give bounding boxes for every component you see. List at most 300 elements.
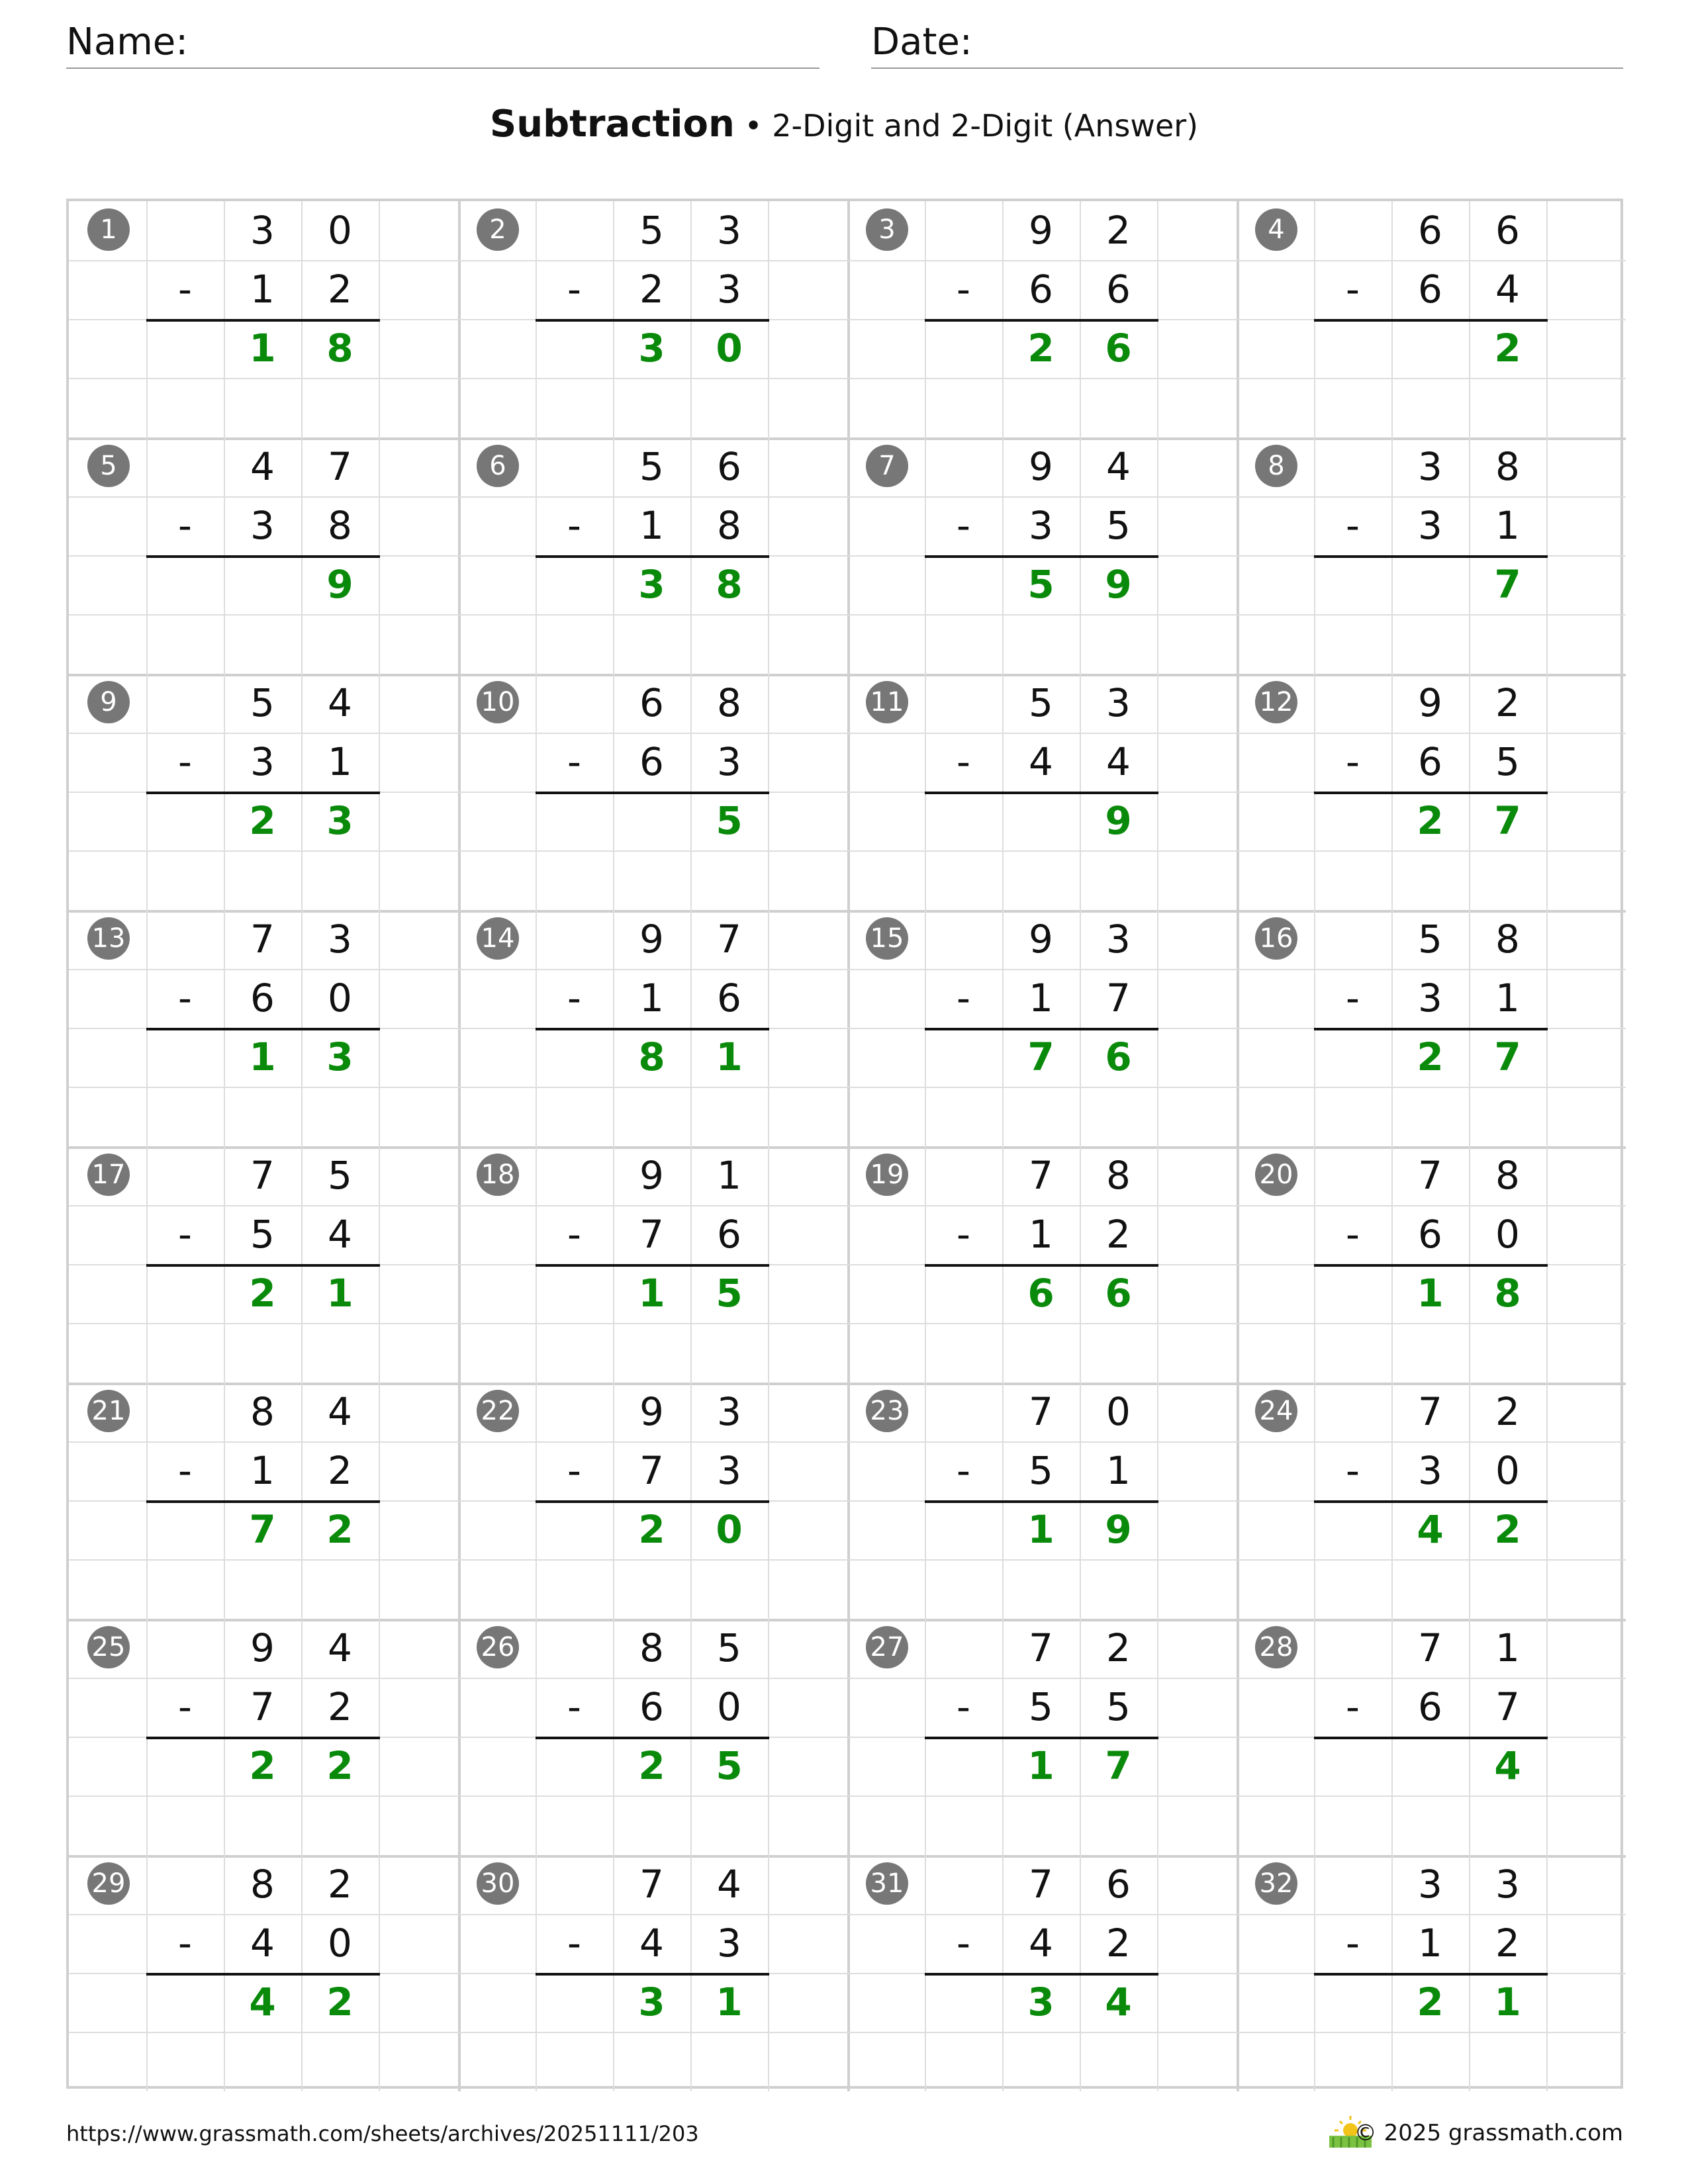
subtrahend-tens-digit: 5 (1029, 1684, 1053, 1729)
minuend-ones-digit: 0 (328, 208, 352, 253)
subtrahend-tens-digit: 1 (639, 503, 664, 548)
subtrahend-tens-digit: 6 (1418, 267, 1442, 312)
minuend-ones-digit: 2 (328, 1862, 352, 1907)
answer-ones-digit: 7 (1105, 1743, 1132, 1788)
problem-12 (1237, 674, 1626, 910)
minuend-ones-digit: 3 (717, 208, 741, 253)
minuend-ones-digit: 4 (328, 1625, 352, 1670)
grid-line (69, 850, 458, 852)
answer-ones-digit: 1 (1494, 1979, 1521, 2025)
minuend-ones-digit: 3 (1106, 680, 1131, 725)
minus-sign: - (957, 503, 970, 548)
minus-sign: - (1346, 739, 1360, 784)
answer-ones-digit: 4 (1105, 1979, 1132, 2025)
answer-tens-digit: 2 (1417, 1979, 1444, 2025)
problem-grid (66, 199, 1623, 2089)
subtrahend-ones-digit: 6 (717, 1212, 741, 1257)
subtrahend-tens-digit: 7 (639, 1212, 664, 1257)
subtrahend-tens-digit: 3 (1418, 503, 1442, 548)
problem-number-badge: 14 (477, 917, 519, 960)
minuend-tens-digit: 7 (250, 917, 275, 962)
answer-ones-digit: 9 (326, 562, 353, 607)
minus-sign: - (957, 739, 970, 784)
subtrahend-ones-digit: 5 (1495, 739, 1520, 784)
answer-tens-digit: 1 (1027, 1743, 1055, 1788)
minuend-tens-digit: 5 (1029, 680, 1053, 725)
subtrahend-tens-digit: 7 (639, 1448, 664, 1493)
problem-number-badge: 18 (477, 1154, 519, 1196)
answer-ones-digit: 7 (1494, 798, 1521, 843)
problem-18 (458, 1146, 847, 1383)
title-main: Subtraction (489, 103, 735, 146)
problem-16 (1237, 910, 1626, 1146)
problem-number-badge: 4 (1255, 208, 1297, 251)
answer-ones-digit: 5 (716, 798, 743, 843)
name-line[interactable] (66, 68, 820, 69)
answer-tens-digit: 7 (1027, 1034, 1055, 1079)
answer-tens-digit: 4 (249, 1979, 276, 2025)
subtrahend-ones-digit: 6 (1106, 267, 1131, 312)
subtrahend-tens-digit: 1 (250, 1448, 275, 1493)
problem-number-badge: 7 (866, 445, 908, 487)
minus-sign: - (1346, 503, 1360, 548)
minuend-tens-digit: 7 (1029, 1389, 1053, 1434)
grid-line (458, 2032, 847, 2033)
answer-ones-digit: 6 (1105, 1034, 1132, 1079)
problem-19 (847, 1146, 1237, 1383)
answer-tens-digit (1002, 792, 1080, 850)
answer-tens-digit: 6 (1027, 1271, 1055, 1316)
answer-tens-digit: 3 (638, 326, 665, 371)
minuend-ones-digit: 4 (1106, 444, 1131, 489)
subtrahend-tens-digit: 3 (250, 739, 275, 784)
answer-tens-digit: 1 (1027, 1507, 1055, 1552)
subtrahend-ones-digit: 1 (1495, 976, 1520, 1021)
problem-26 (458, 1619, 847, 1855)
subtrahend-ones-digit: 5 (1106, 1684, 1131, 1729)
answer-tens-digit: 1 (638, 1271, 665, 1316)
minuend-tens-digit: 9 (1029, 208, 1053, 253)
problem-number-badge: 16 (1255, 917, 1297, 960)
minuend-tens-digit: 6 (639, 680, 664, 725)
minus-sign: - (957, 1684, 970, 1729)
subtrahend-ones-digit: 4 (1106, 739, 1131, 784)
problem-number-badge: 19 (866, 1154, 908, 1196)
problem-number-badge: 27 (866, 1626, 908, 1668)
minuend-ones-digit: 8 (1495, 1153, 1520, 1198)
minuend-tens-digit: 9 (1418, 680, 1442, 725)
minuend-ones-digit: 1 (1495, 1625, 1520, 1670)
minus-sign: - (1346, 1684, 1360, 1729)
subtrahend-tens-digit: 2 (639, 267, 664, 312)
minus-sign: - (957, 1212, 970, 1257)
minus-sign: - (567, 1684, 581, 1729)
answer-tens-digit: 7 (249, 1507, 276, 1552)
minus-sign: - (957, 1921, 970, 1966)
answer-tens-digit: 2 (638, 1743, 665, 1788)
grid-line (847, 1323, 1237, 1324)
problem-number-badge: 9 (87, 681, 130, 723)
problem-number-badge: 8 (1255, 445, 1297, 487)
problem-number-badge: 5 (87, 445, 130, 487)
problem-number-badge: 23 (866, 1390, 908, 1432)
problem-10 (458, 674, 847, 910)
problem-27 (847, 1619, 1237, 1855)
grid-line (1237, 1087, 1626, 1088)
minuend-ones-digit: 2 (1495, 680, 1520, 725)
answer-tens-digit: 3 (1027, 1979, 1055, 2025)
subtrahend-ones-digit: 3 (717, 1921, 741, 1966)
minus-sign: - (1346, 267, 1360, 312)
subtrahend-ones-digit: 8 (328, 503, 352, 548)
minus-sign: - (178, 503, 192, 548)
subtrahend-tens-digit: 6 (250, 976, 275, 1021)
minuend-tens-digit: 3 (1418, 1862, 1442, 1907)
problem-14 (458, 910, 847, 1146)
problem-8 (1237, 437, 1626, 674)
problem-number-badge: 11 (866, 681, 908, 723)
answer-ones-digit: 9 (1105, 562, 1132, 607)
subtrahend-tens-digit: 6 (1029, 267, 1053, 312)
answer-tens-digit: 3 (638, 562, 665, 607)
grid-line (1237, 2032, 1626, 2033)
minuend-ones-digit: 4 (717, 1862, 741, 1907)
minuend-tens-digit: 9 (1029, 444, 1053, 489)
subtrahend-ones-digit: 1 (1495, 503, 1520, 548)
subtrahend-ones-digit: 3 (717, 1448, 741, 1493)
answer-ones-digit: 8 (326, 326, 353, 371)
minuend-ones-digit: 6 (1495, 208, 1520, 253)
minuend-ones-digit: 8 (1495, 444, 1520, 489)
subtrahend-ones-digit: 4 (1495, 267, 1520, 312)
subtrahend-ones-digit: 4 (328, 1212, 352, 1257)
minuend-ones-digit: 5 (717, 1625, 741, 1670)
subtrahend-ones-digit: 0 (1495, 1448, 1520, 1493)
grid-line (458, 1087, 847, 1088)
minuend-ones-digit: 1 (717, 1153, 741, 1198)
grid-line (1237, 1323, 1626, 1324)
date-line[interactable] (871, 68, 1623, 69)
problem-number-badge: 12 (1255, 681, 1297, 723)
problem-32 (1237, 1855, 1626, 2091)
subtrahend-tens-digit: 6 (639, 1684, 664, 1729)
answer-tens-digit: 2 (249, 1743, 276, 1788)
problem-4 (1237, 201, 1626, 437)
problem-number-badge: 28 (1255, 1626, 1297, 1668)
minuend-tens-digit: 7 (639, 1862, 664, 1907)
subtrahend-ones-digit: 0 (1495, 1212, 1520, 1257)
minuend-ones-digit: 7 (328, 444, 352, 489)
answer-ones-digit: 7 (1494, 1034, 1521, 1079)
minuend-tens-digit: 7 (1029, 1625, 1053, 1670)
answer-ones-digit: 2 (326, 1743, 353, 1788)
grid-line (847, 1559, 1237, 1561)
subtrahend-tens-digit: 3 (1418, 1448, 1442, 1493)
answer-ones-digit: 2 (326, 1507, 353, 1552)
grid-line (1237, 850, 1626, 852)
answer-ones-digit: 6 (1105, 326, 1132, 371)
grid-line (69, 2032, 458, 2033)
subtrahend-tens-digit: 7 (250, 1684, 275, 1729)
answer-tens-digit (613, 792, 690, 850)
problem-number-badge: 32 (1255, 1862, 1297, 1905)
subtrahend-tens-digit: 6 (1418, 1684, 1442, 1729)
minus-sign: - (1346, 1921, 1360, 1966)
minuend-tens-digit: 7 (1418, 1153, 1442, 1198)
minuend-ones-digit: 8 (717, 680, 741, 725)
grid-line (458, 1559, 847, 1561)
problem-number-badge: 10 (477, 681, 519, 723)
problem-6 (458, 437, 847, 674)
minuend-ones-digit: 3 (1106, 917, 1131, 962)
grid-line (847, 850, 1237, 852)
minuend-ones-digit: 2 (1495, 1389, 1520, 1434)
grid-line (1237, 1559, 1626, 1561)
answer-tens-digit: 2 (1417, 798, 1444, 843)
problem-7 (847, 437, 1237, 674)
problem-number-badge: 13 (87, 917, 130, 960)
subtrahend-ones-digit: 7 (1495, 1684, 1520, 1729)
minuend-tens-digit: 9 (1029, 917, 1053, 962)
subtrahend-tens-digit: 1 (1029, 976, 1053, 1021)
minus-sign: - (178, 739, 192, 784)
minus-sign: - (178, 1684, 192, 1729)
minus-sign: - (1346, 1212, 1360, 1257)
minuend-ones-digit: 6 (717, 444, 741, 489)
answer-tens-digit: 1 (1417, 1271, 1444, 1316)
subtrahend-tens-digit: 6 (639, 739, 664, 784)
answer-ones-digit: 1 (326, 1271, 353, 1316)
date-label: Date: (871, 21, 972, 64)
minuend-ones-digit: 2 (1106, 1625, 1131, 1670)
problem-11 (847, 674, 1237, 910)
answer-ones-digit: 1 (716, 1034, 743, 1079)
minuend-tens-digit: 3 (1418, 444, 1442, 489)
name-label: Name: (66, 21, 189, 64)
subtrahend-ones-digit: 6 (717, 976, 741, 1021)
minus-sign: - (1346, 1448, 1360, 1493)
answer-tens-digit: 8 (638, 1034, 665, 1079)
minuend-tens-digit: 3 (250, 208, 275, 253)
subtrahend-tens-digit: 6 (1418, 1212, 1442, 1257)
minuend-ones-digit: 0 (1106, 1389, 1131, 1434)
subtrahend-ones-digit: 1 (1106, 1448, 1131, 1493)
problem-number-badge: 31 (866, 1862, 908, 1905)
grid-line (1237, 1796, 1626, 1797)
answer-tens-digit: 3 (638, 1979, 665, 2025)
minuend-tens-digit: 5 (639, 208, 664, 253)
minuend-ones-digit: 6 (1106, 1862, 1131, 1907)
grid-line (458, 850, 847, 852)
answer-tens-digit: 1 (249, 326, 276, 371)
minuend-ones-digit: 3 (717, 1389, 741, 1434)
problem-22 (458, 1383, 847, 1619)
grid-line (69, 1559, 458, 1561)
subtrahend-tens-digit: 3 (1029, 503, 1053, 548)
grid-line (847, 378, 1237, 379)
grid-line (1237, 378, 1626, 379)
subtrahend-ones-digit: 2 (1106, 1212, 1131, 1257)
answer-ones-digit: 4 (1494, 1743, 1521, 1788)
subtrahend-ones-digit: 0 (328, 976, 352, 1021)
answer-ones-digit: 5 (716, 1743, 743, 1788)
problem-29 (69, 1855, 458, 2091)
subtrahend-tens-digit: 1 (250, 267, 275, 312)
minus-sign: - (957, 267, 970, 312)
answer-tens-digit: 2 (249, 1271, 276, 1316)
grid-line (847, 2032, 1237, 2033)
problem-number-badge: 2 (477, 208, 519, 251)
minuend-ones-digit: 2 (1106, 208, 1131, 253)
problem-23 (847, 1383, 1237, 1619)
answer-ones-digit: 5 (716, 1271, 743, 1316)
answer-tens-digit: 5 (1027, 562, 1055, 607)
answer-tens-digit: 2 (249, 798, 276, 843)
answer-ones-digit: 8 (1494, 1271, 1521, 1316)
minus-sign: - (1346, 976, 1360, 1021)
subtrahend-tens-digit: 5 (1029, 1448, 1053, 1493)
grid-line (69, 1796, 458, 1797)
minuend-ones-digit: 7 (717, 917, 741, 962)
answer-ones-digit: 2 (326, 1979, 353, 2025)
subtrahend-ones-digit: 1 (328, 739, 352, 784)
minus-sign: - (567, 1212, 581, 1257)
minus-sign: - (178, 1448, 192, 1493)
problem-28 (1237, 1619, 1626, 1855)
minuend-ones-digit: 3 (328, 917, 352, 962)
answer-ones-digit: 3 (326, 1034, 353, 1079)
title-subtitle: • 2-Digit and 2-Digit (Answer) (734, 108, 1199, 144)
grid-line (458, 1323, 847, 1324)
minus-sign: - (178, 267, 192, 312)
problem-5 (69, 437, 458, 674)
problem-number-badge: 24 (1255, 1390, 1297, 1432)
minuend-tens-digit: 8 (250, 1862, 275, 1907)
subtrahend-ones-digit: 3 (717, 267, 741, 312)
grid-line (458, 1796, 847, 1797)
problem-number-badge: 21 (87, 1390, 130, 1432)
problem-1 (69, 201, 458, 437)
answer-tens-digit: 2 (1027, 326, 1055, 371)
minuend-tens-digit: 7 (1418, 1625, 1442, 1670)
subtrahend-ones-digit: 2 (328, 1448, 352, 1493)
answer-tens-digit (224, 555, 301, 614)
answer-tens-digit: 2 (1417, 1034, 1444, 1079)
answer-ones-digit: 8 (716, 562, 743, 607)
minus-sign: - (178, 976, 192, 1021)
answer-tens-digit: 4 (1417, 1507, 1444, 1552)
minus-sign: - (567, 1921, 581, 1966)
subtrahend-ones-digit: 7 (1106, 976, 1131, 1021)
grid-line (458, 378, 847, 379)
minus-sign: - (567, 267, 581, 312)
minuend-tens-digit: 9 (639, 1389, 664, 1434)
answer-ones-digit: 3 (326, 798, 353, 843)
subtrahend-tens-digit: 4 (250, 1921, 275, 1966)
subtrahend-tens-digit: 3 (1418, 976, 1442, 1021)
grid-line (847, 1796, 1237, 1797)
subtrahend-tens-digit: 1 (1029, 1212, 1053, 1257)
minuend-tens-digit: 5 (639, 444, 664, 489)
grid-line (847, 1087, 1237, 1088)
problem-number-badge: 25 (87, 1626, 130, 1668)
problem-number-badge: 30 (477, 1862, 519, 1905)
minuend-tens-digit: 7 (1029, 1862, 1053, 1907)
answer-tens-digit: 1 (249, 1034, 276, 1079)
problem-31 (847, 1855, 1237, 2091)
subtrahend-ones-digit: 2 (1495, 1921, 1520, 1966)
problem-2 (458, 201, 847, 437)
problem-17 (69, 1146, 458, 1383)
answer-ones-digit: 0 (716, 326, 743, 371)
problem-3 (847, 201, 1237, 437)
problem-number-badge: 15 (866, 917, 908, 960)
subtrahend-tens-digit: 1 (1418, 1921, 1442, 1966)
minus-sign: - (178, 1921, 192, 1966)
subtrahend-ones-digit: 2 (1106, 1921, 1131, 1966)
minuend-tens-digit: 5 (250, 680, 275, 725)
problem-20 (1237, 1146, 1626, 1383)
problem-number-badge: 26 (477, 1626, 519, 1668)
subtrahend-tens-digit: 4 (1029, 739, 1053, 784)
grid-line (458, 614, 847, 615)
minus-sign: - (178, 1212, 192, 1257)
problem-number-badge: 1 (87, 208, 130, 251)
subtrahend-tens-digit: 3 (250, 503, 275, 548)
problem-9 (69, 674, 458, 910)
subtrahend-ones-digit: 0 (717, 1684, 741, 1729)
subtrahend-ones-digit: 5 (1106, 503, 1131, 548)
minuend-ones-digit: 3 (1495, 1862, 1520, 1907)
page-title (0, 103, 1688, 146)
problem-number-badge: 29 (87, 1862, 130, 1905)
answer-ones-digit: 6 (1105, 1271, 1132, 1316)
answer-ones-digit: 0 (716, 1507, 743, 1552)
minus-sign: - (957, 1448, 970, 1493)
problem-number-badge: 3 (866, 208, 908, 251)
minuend-tens-digit: 9 (639, 917, 664, 962)
answer-tens-digit (1391, 319, 1469, 378)
answer-ones-digit: 1 (716, 1979, 743, 2025)
subtrahend-tens-digit: 1 (639, 976, 664, 1021)
minuend-ones-digit: 8 (1106, 1153, 1131, 1198)
minuend-tens-digit: 7 (250, 1153, 275, 1198)
problem-number-badge: 6 (477, 445, 519, 487)
minus-sign: - (567, 739, 581, 784)
problem-13 (69, 910, 458, 1146)
answer-tens-digit (1391, 555, 1469, 614)
grid-line (69, 614, 458, 615)
minuend-ones-digit: 4 (328, 680, 352, 725)
problem-21 (69, 1383, 458, 1619)
grid-line (69, 1323, 458, 1324)
minuend-tens-digit: 9 (250, 1625, 275, 1670)
minus-sign: - (567, 976, 581, 1021)
problem-15 (847, 910, 1237, 1146)
subtrahend-tens-digit: 4 (639, 1921, 664, 1966)
minuend-tens-digit: 7 (1418, 1389, 1442, 1434)
problem-24 (1237, 1383, 1626, 1619)
answer-ones-digit: 2 (1494, 1507, 1521, 1552)
subtrahend-ones-digit: 0 (328, 1921, 352, 1966)
minuend-tens-digit: 9 (639, 1153, 664, 1198)
minuend-ones-digit: 8 (1495, 917, 1520, 962)
answer-ones-digit: 9 (1105, 798, 1132, 843)
problem-number-badge: 17 (87, 1154, 130, 1196)
minuend-tens-digit: 6 (1418, 208, 1442, 253)
minuend-tens-digit: 5 (1418, 917, 1442, 962)
minuend-tens-digit: 4 (250, 444, 275, 489)
